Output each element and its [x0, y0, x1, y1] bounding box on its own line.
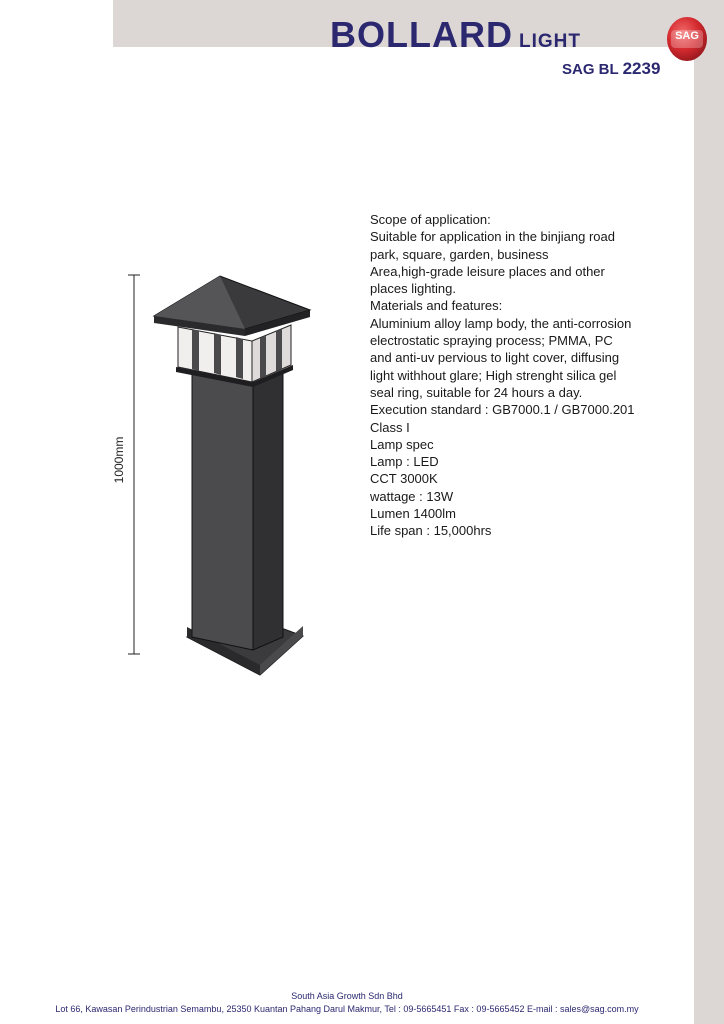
title-suffix: LIGHT	[518, 31, 581, 52]
spec-line: wattage : 13W	[370, 488, 454, 504]
spec-line: Class I	[370, 419, 410, 435]
bollard-drawing	[110, 265, 330, 685]
spec-line: Area,high-grade leisure places and other	[370, 263, 605, 279]
model-code	[562, 59, 660, 79]
spec-text	[370, 211, 670, 540]
dimension-label: 1000mm	[112, 436, 126, 484]
footer-company: South Asia Growth Sdn Bhd	[291, 991, 403, 1001]
spec-line: Life span : 15,000hrs	[370, 523, 492, 539]
spec-line: places lighting.	[370, 281, 456, 297]
product-title	[330, 14, 581, 56]
spec-line: seal ring, suitable for 24 hours a day.	[370, 384, 583, 400]
spec-line: Execution standard : GB7000.1 / GB7000.201	[370, 402, 635, 418]
spec-line: and anti-uv pervious to light cover, diffusing	[370, 350, 620, 366]
spec-line: park, square, garden, business	[370, 246, 549, 262]
model-number: 2239	[622, 59, 661, 78]
spec-line: Aluminium alloy lamp body, the anti-corrosion	[370, 315, 632, 331]
side-band	[694, 0, 724, 1024]
spec-line: Suitable for application in the binjiang road	[370, 229, 616, 245]
spec-line: Lamp : LED	[370, 454, 439, 470]
logo-text: SAG	[675, 30, 699, 42]
spec-line: Scope of application:	[370, 212, 491, 227]
footer-address: Lot 66, Kawasan Perindustrian Semambu, 25350 Kuantan Pahang Darul Makmur, Tel : 09-5665451 Fax : 09-5665452 E-mail : sales@sag.com.my	[55, 1004, 639, 1014]
title-main: BOLLARD	[330, 14, 513, 55]
spec-line: CCT 3000K	[370, 471, 438, 487]
model-prefix: SAG BL	[562, 61, 619, 78]
spec-line: light withhout glare; High strenght silica gel	[370, 367, 617, 383]
spec-line: Lamp spec	[370, 436, 434, 452]
spec-line: electrostatic spraying process; PMMA, PC	[370, 333, 613, 349]
spec-line: Materials and features:	[370, 298, 503, 314]
dimension-line	[128, 275, 140, 654]
spec-line: Lumen 1400lm	[370, 506, 456, 522]
